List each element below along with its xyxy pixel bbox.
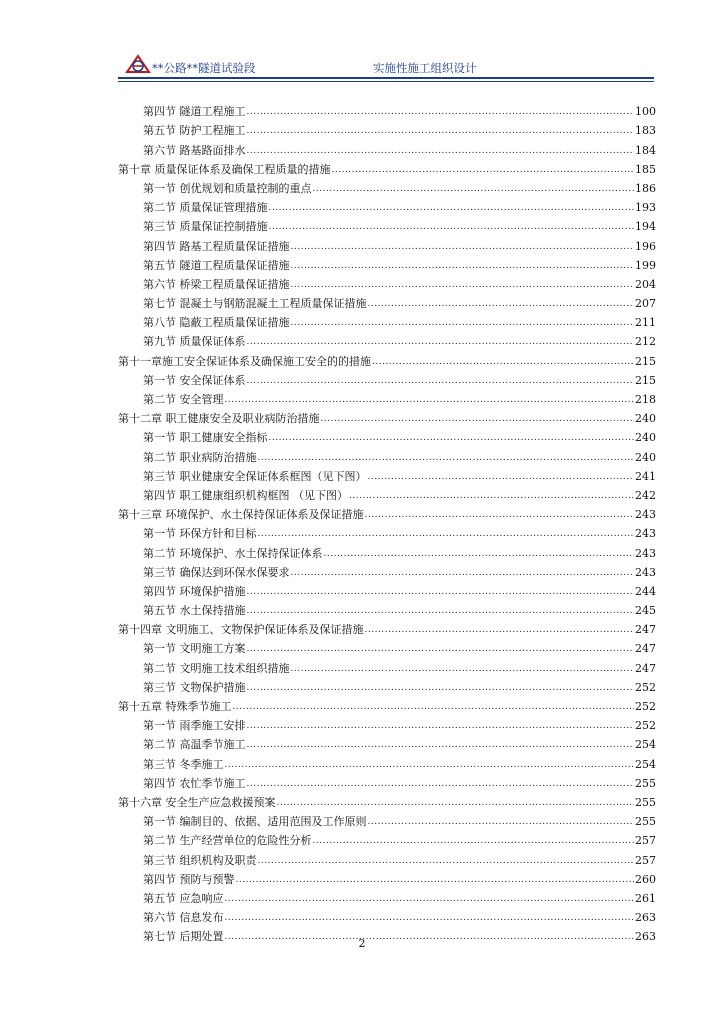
toc-section-entry[interactable] [118, 848, 656, 867]
toc-entry-title: 第十章 质量保证体系及确保工程质量的措施 [118, 162, 331, 176]
toc-entry-title: 第二节 环境保护、水土保持保证体系 [143, 546, 323, 560]
toc-entry-page: 257 [635, 834, 656, 848]
toc-entry-title: 第五节 应急响应 [143, 891, 224, 905]
toc-entry-page: 247 [635, 623, 656, 637]
toc-leader-dots [365, 508, 635, 522]
toc-section-entry[interactable] [118, 772, 656, 791]
toc-leader-dots [269, 220, 635, 234]
toc-leader-dots [372, 355, 634, 369]
toc-entry-title: 第十四章 文明施工、文物保护保证体系及保证措施 [118, 623, 364, 637]
toc-entry-title: 第九节 质量保证体系 [143, 335, 246, 349]
toc-leader-dots [313, 834, 635, 848]
toc-entry-page: 263 [635, 911, 656, 925]
toc-chapter-entry[interactable] [118, 618, 656, 637]
toc-leader-dots [247, 335, 635, 349]
toc-leader-dots [247, 604, 635, 618]
toc-leader-dots [321, 412, 635, 426]
toc-entry-title: 第十一章施工安全保证体系及确保施工安全的的措施 [118, 354, 371, 368]
toc-entry-title: 第六节 路基路面排水 [143, 143, 246, 157]
toc-entry-title: 第四节 环境保护措施 [143, 584, 246, 598]
toc-entry-page: 254 [635, 738, 656, 752]
toc-entry-title: 第二节 文明施工技术组织措施 [143, 661, 290, 675]
toc-leader-dots [247, 738, 635, 752]
toc-leader-dots [225, 892, 635, 906]
toc-entry-page: 212 [635, 335, 656, 349]
toc-entry-title: 第五节 防护工程施工 [143, 124, 246, 138]
toc-entry-page: 243 [635, 546, 656, 560]
header-document-title: 实施性施工组织设计 [373, 61, 477, 75]
toc-entry-title: 第七节 混凝土与钢筋混凝土工程质量保证措施 [143, 297, 367, 311]
toc-section-entry[interactable] [118, 733, 656, 752]
toc-entry-title: 第一节 编制目的、依据、适用范围及工作原则 [143, 815, 367, 829]
toc-chapter-entry[interactable] [118, 791, 656, 810]
toc-leader-dots [277, 796, 635, 810]
toc-entry-page: 184 [635, 143, 656, 157]
toc-entry-page: 242 [635, 488, 656, 502]
toc-entry-title: 第二节 高温季节施工 [143, 738, 246, 752]
toc-section-entry[interactable] [118, 868, 656, 887]
toc-entry-title: 第一节 安全保证体系 [143, 373, 246, 387]
toc-entry-title: 第七节 后期处置 [143, 930, 224, 944]
toc-entry-title: 第十五章 特殊季节施工 [118, 700, 232, 713]
toc-leader-dots [291, 278, 635, 292]
toc-leader-dots [225, 393, 635, 407]
toc-section-entry[interactable] [118, 215, 656, 234]
toc-entry-title: 第一节 创优规划和质量控制的重点 [143, 181, 312, 195]
toc-section-entry[interactable] [118, 426, 656, 445]
toc-section-entry[interactable] [118, 311, 656, 330]
toc-leader-dots [313, 182, 635, 196]
toc-entry-title: 第二节 安全管理 [143, 393, 224, 406]
toc-leader-dots [247, 642, 635, 656]
toc-leader-dots [247, 105, 635, 119]
toc-entry-page: 243 [635, 527, 656, 541]
toc-section-entry[interactable] [118, 330, 656, 349]
toc-entry-title: 第一节 雨季施工安排 [143, 719, 246, 733]
toc-leader-dots [368, 815, 635, 829]
toc-entry-page: 247 [635, 642, 656, 656]
toc-entry-page: 260 [635, 872, 656, 886]
toc-section-entry[interactable] [118, 177, 656, 196]
toc-section-entry[interactable] [118, 656, 656, 675]
toc-entry-page: 240 [635, 412, 656, 426]
toc-leader-dots [247, 124, 635, 138]
toc-leader-dots [368, 470, 635, 484]
toc-leader-dots [236, 873, 635, 887]
toc-leader-dots [332, 163, 635, 177]
toc-section-entry[interactable] [118, 561, 656, 580]
toc-section-entry[interactable] [118, 599, 656, 618]
toc-section-entry[interactable] [118, 676, 656, 695]
toc-leader-dots [291, 566, 635, 580]
toc-entry-page: 193 [635, 201, 656, 215]
toc-leader-dots [291, 316, 635, 330]
toc-entry-title: 第十二章 职工健康安全及职业病防治措施 [118, 412, 320, 426]
toc-leader-dots [258, 451, 635, 465]
toc-leader-dots [269, 201, 635, 215]
toc-section-entry[interactable] [118, 484, 656, 503]
toc-section-entry[interactable] [118, 445, 656, 464]
toc-entry-page: 207 [635, 297, 656, 311]
toc-section-entry[interactable] [118, 580, 656, 599]
toc-entry-title: 第三节 确保达到环保水保要求 [143, 565, 290, 579]
toc-entry-page: 211 [635, 316, 656, 330]
toc-leader-dots [247, 144, 635, 158]
toc-entry-title: 第三节 文物保护措施 [143, 680, 246, 694]
toc-entry-title: 第二节 质量保证管理措施 [143, 201, 268, 215]
toc-section-entry[interactable] [118, 234, 656, 253]
toc-section-entry[interactable] [118, 119, 656, 138]
page-header [118, 50, 654, 80]
toc-entry-page: 261 [635, 891, 656, 905]
toc-entry-title: 第四节 路基工程质量保证措施 [143, 239, 290, 253]
toc-entry-page: 257 [635, 853, 656, 867]
toc-leader-dots [247, 585, 635, 599]
toc-entry-title: 第二节 生产经营单位的危险性分析 [143, 834, 312, 848]
toc-entry-page: 204 [635, 277, 656, 291]
toc-entry-title: 第三节 组织机构及职责 [143, 853, 257, 867]
toc-chapter-entry[interactable] [118, 349, 656, 368]
toc-entry-page: 263 [635, 930, 656, 944]
toc-chapter-entry[interactable] [118, 503, 656, 522]
toc-entry-title: 第十三章 环境保护、水土保持保证体系及保证措施 [118, 508, 364, 522]
toc-section-entry[interactable] [118, 196, 656, 215]
toc-section-entry[interactable] [118, 465, 656, 484]
toc-entry-page: 244 [635, 584, 656, 598]
toc-entry-title: 第二节 职业病防治措施 [143, 450, 257, 464]
toc-entry-title: 第三节 冬季施工 [143, 757, 224, 771]
toc-entry-page: 252 [635, 680, 656, 694]
toc-entry-title: 第五节 水土保持措施 [143, 604, 246, 618]
toc-section-entry[interactable] [118, 810, 656, 829]
toc-section-entry[interactable] [118, 906, 656, 925]
toc-leader-dots [291, 662, 635, 676]
toc-section-entry[interactable] [118, 369, 656, 388]
toc-leader-dots [291, 240, 635, 254]
toc-leader-dots [324, 547, 635, 561]
header-rule-thick [118, 77, 654, 79]
toc-entry-title: 第四节 预防与预警 [143, 872, 235, 886]
toc-entry-title: 第四节 农忙季节施工 [143, 776, 246, 790]
toc-entry-page: 255 [635, 795, 656, 809]
toc-chapter-entry[interactable] [118, 407, 656, 426]
toc-entry-page: 255 [635, 815, 656, 829]
header-rule-thin [118, 81, 654, 82]
toc-leader-dots [247, 681, 635, 695]
toc-entry-page: 100 [635, 105, 656, 119]
toc-entry-title: 第六节 信息发布 [143, 911, 224, 925]
toc-leader-dots [258, 527, 635, 541]
toc-entry-page: 215 [635, 373, 656, 387]
toc-entry-page: 240 [635, 450, 656, 464]
toc-entry-page: 240 [635, 431, 656, 445]
toc-leader-dots [247, 777, 635, 791]
toc-entry-title: 第五节 隧道工程质量保证措施 [143, 258, 290, 272]
toc-section-entry[interactable] [118, 714, 656, 733]
toc-entry-page: 186 [635, 181, 656, 195]
toc-section-entry[interactable] [118, 100, 656, 119]
toc-entry-title: 第六节 桥梁工程质量保证措施 [143, 277, 290, 291]
toc-chapter-entry[interactable] [118, 158, 656, 177]
toc-entry-title: 第四节 隧道工程施工 [143, 105, 246, 119]
toc-leader-dots [247, 374, 635, 388]
toc-entry-page: 194 [635, 220, 656, 234]
toc-leader-dots [365, 623, 635, 637]
toc-entry-page: 247 [635, 661, 656, 675]
toc-leader-dots [233, 700, 635, 714]
toc-entry-page: 218 [635, 393, 656, 406]
toc-section-entry[interactable] [118, 292, 656, 311]
toc-section-entry[interactable] [118, 541, 656, 560]
toc-leader-dots [368, 297, 635, 311]
toc-entry-title: 第十六章 安全生产应急救援预案 [118, 795, 276, 809]
toc-entry-page: 185 [635, 162, 656, 176]
toc-section-entry[interactable] [118, 138, 656, 157]
toc-entry-title: 第一节 职工健康安全指标 [143, 431, 268, 445]
toc-section-entry[interactable] [118, 388, 656, 407]
toc-entry-title: 第三节 职业健康安全保证体系框图（见下图） [143, 469, 367, 483]
toc-entry-page: 252 [635, 719, 656, 733]
toc-entry-page: 255 [635, 776, 656, 790]
company-logo-icon [125, 53, 151, 75]
toc-entry-title: 第一节 环保方针和目标 [143, 527, 257, 541]
toc-section-entry[interactable] [118, 752, 656, 771]
toc-chapter-entry[interactable] [118, 695, 656, 714]
toc-leader-dots [258, 854, 635, 868]
page-number: 2 [358, 937, 366, 950]
toc-section-entry[interactable] [118, 273, 656, 292]
toc-entry-page: 243 [635, 565, 656, 579]
toc-section-entry[interactable] [118, 637, 656, 656]
toc-entry-page: 252 [635, 700, 656, 713]
header-project-title: **公路**隧道试验段 [152, 61, 256, 75]
toc-entry-title: 第八节 隐蔽工程质量保证措施 [143, 316, 290, 330]
toc-section-entry[interactable] [118, 887, 656, 906]
toc-leader-dots [225, 758, 635, 772]
toc-entry-page: 215 [635, 354, 656, 368]
toc-leader-dots [269, 431, 635, 445]
toc-section-entry[interactable] [118, 254, 656, 273]
toc-entry-title: 第一节 文明施工方案 [143, 642, 246, 656]
toc-entry-title: 第四节 职工健康组织机构框图 （见下图） [143, 488, 348, 502]
toc-entry-page: 196 [635, 239, 656, 253]
table-of-contents [118, 100, 656, 944]
toc-entry-title: 第三节 质量保证控制措施 [143, 220, 268, 234]
toc-leader-dots [291, 259, 635, 273]
toc-entry-page: 241 [635, 469, 656, 483]
toc-leader-dots [349, 489, 634, 503]
toc-leader-dots [247, 719, 635, 733]
toc-entry-page: 199 [635, 258, 656, 272]
toc-section-entry[interactable] [118, 829, 656, 848]
toc-section-entry[interactable] [118, 522, 656, 541]
toc-leader-dots [225, 911, 635, 925]
toc-entry-page: 183 [635, 124, 656, 138]
toc-entry-page: 243 [635, 508, 656, 522]
toc-entry-page: 245 [635, 604, 656, 618]
toc-entry-page: 254 [635, 757, 656, 771]
